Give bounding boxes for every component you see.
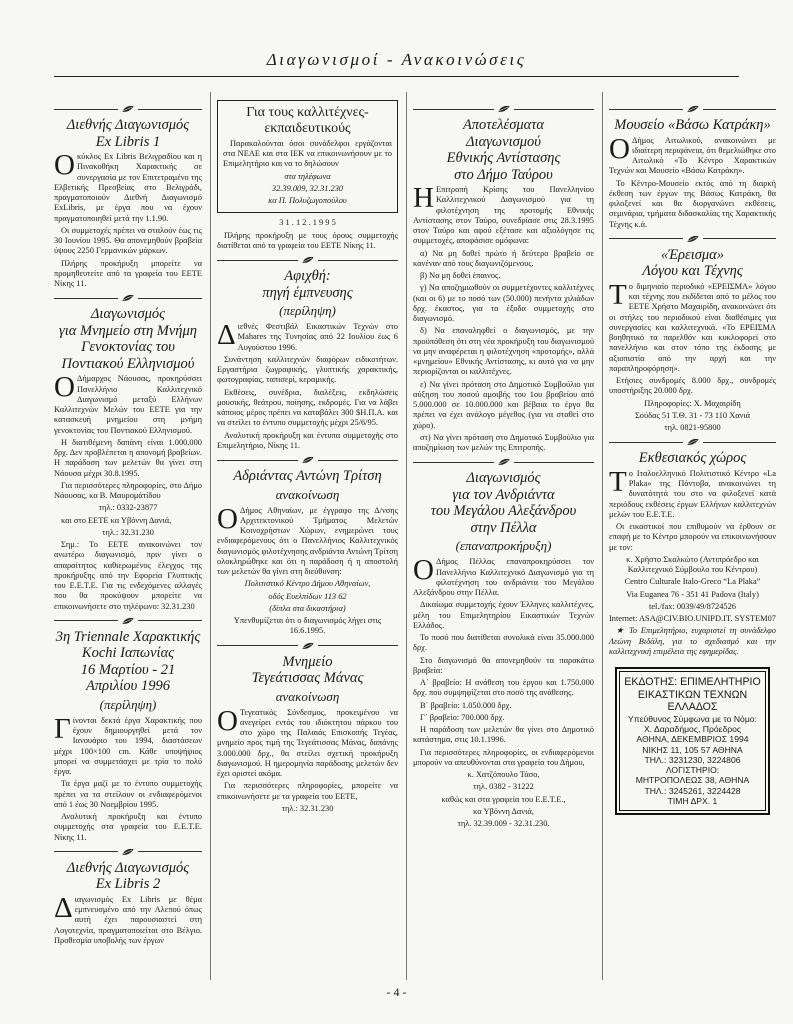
paragraph-text: κα Υβόννη Δανιά, <box>473 806 534 816</box>
paragraph <box>217 579 398 589</box>
paragraph <box>609 423 776 433</box>
paragraph <box>413 326 594 377</box>
paragraph-text: Δικαίωμα συμμετοχής έχουν Έλληνες καλλιτέχνες, μέλη του Επιμελητηρίου Εικαστικών Τεχνών Ελλάδος. <box>413 600 594 630</box>
ornament-rule <box>318 645 399 646</box>
article-title <box>217 468 398 485</box>
imprint-line: ΑΘΗΝΑ, ΔΕΚΕΜΒΡΙΟΣ 1994 <box>636 734 749 745</box>
title-line: Διεθνής Διαγωνισμός <box>66 117 190 133</box>
paragraph <box>413 600 594 631</box>
paragraph <box>413 182 594 247</box>
paragraph <box>413 380 594 431</box>
article <box>609 437 776 657</box>
article <box>217 455 398 637</box>
paragraph-text: και στο ΕΕΤΕ κα Υβόννη Δανιά, <box>61 515 172 525</box>
ornament-rule <box>609 109 683 110</box>
paragraph-text: κα Π. Πολυζωγοπούλου <box>268 196 347 206</box>
article-title <box>223 105 392 137</box>
paragraph-text: Τα έργα μαζί με το έντυπο συμμετοχής πρέπει να τα στείλουν οι ενδιαφερόμενοι από 1 έως 30 Νοεμβρίου 1995. <box>54 779 202 809</box>
column-1 <box>54 92 202 980</box>
title-line: Ex Libris 1 <box>95 133 161 150</box>
section-ornament <box>54 293 202 303</box>
drop-cap: Ο <box>413 554 434 587</box>
title-line: Λόγου και Τέχνης <box>642 263 743 280</box>
title-line: του Μεγάλου Αλεξάνδρου <box>430 503 577 520</box>
paragraph-text: Σούδας 51 Τ.Θ. 31 - 73 110 Χανιά <box>634 410 751 420</box>
paragraph <box>609 602 776 612</box>
paragraph-text: Επιτροπή Κρίσης του Πανελληνίου Καλλιτεχνικού Διαγωνισμού για τη φιλοτέχνηση της προτομής Εθνικής Αντίστασης στον Ταύρο, συνεδρίασε στις 28.3.1995 στον Ταύρο και αφού εξέτασε και αξιολόγησε τις συμμετοχές, αποφάσισε ομόφωνα: <box>413 185 594 246</box>
article <box>217 218 398 251</box>
paragraph <box>217 804 398 814</box>
paragraph <box>54 503 202 513</box>
paragraph <box>54 712 202 778</box>
paragraph-text: Δήμαρχος Νάουσας, προκηρύσσει Πανελλήνιο Καλλιτεχνικό Διαγωνισμό μεταξύ Ελλήνων Καλλιτεχνών Μελών του ΕΕΤΕ για την κατασκευή μνημείου στη μνήμη γενοκτονίας του Ποντιακού Ελληνισμού. <box>54 374 202 435</box>
imprint-line: ΜΗΤΡΟΠΟΛΕΩΣ 38, ΑΘΗΝΑ <box>635 775 750 786</box>
paragraph <box>54 371 202 436</box>
paragraph-text: Στο διαγωνισμό θα απονεμηθούν τα παρακάτω βραβεία: <box>413 655 594 675</box>
paragraph-text: Το Κέντρο-Μουσείο εκτός από τη διαρκή έκθεση των έργων της Βάσως Κατράκη, θα φιλοξενεί και θα διοργανώνει εκθέσεις, σεμινάρια, τμήματα διδασκαλίας της Χαρακτικής Τέχνης κ.ά. <box>609 178 776 229</box>
article <box>54 104 202 289</box>
imprint-line: ΕΛΛΑΔΟΣ <box>667 701 718 714</box>
paragraph <box>609 179 776 230</box>
paragraph-text: (δίπλα στα δικαστήρια) <box>269 603 346 613</box>
article-title <box>54 306 202 372</box>
drop-cap: Τ <box>609 278 627 311</box>
paragraph-text: Internet: ASA@CIV.BIO.UNIPD.IT. SYSTEM07 <box>609 614 776 624</box>
paragraph <box>413 283 594 324</box>
title-line: Διαγωνισμός <box>90 306 166 323</box>
title-line: 16 Μαρτίου - 21 Απριλίου 1996 <box>80 661 176 695</box>
article <box>217 255 398 451</box>
drop-cap: Γ <box>54 712 71 745</box>
paragraph-text: Αναλυτική προκήρυξη και έντυπα συμμετοχής στο Επιμελητήριο, Νίκης 11. <box>217 430 398 450</box>
paragraph-text: κύκλος Ex Libris Βελιγραδίου και η Πινακοθήκη Χαρακτικής σε συνεργασία με τον Επιτετραμένο της Ελβετικής Πρεσβείας στο Βελιγράδι, πραγματοποιούν Διεθνή Διαγωνισμό ExLibris, με έργα που να έχουν πραγματοποιηθεί μετά την 1.1.90. <box>54 152 202 223</box>
paragraph <box>54 481 202 502</box>
paragraph-text: Παρακαλούνται όσοι συνάδελφοι εργάζονται στα ΝΕΑΕ και στα ΙΕΚ να επικοινωνήσουν με το Επιμελητήριο και να το δηλώσουν <box>223 138 392 169</box>
leaf-icon <box>121 616 135 626</box>
article-subtitle: (επαναπροκήρυξη) <box>455 538 552 554</box>
paragraph <box>54 516 202 526</box>
article-subtitle: ανακοίνωση <box>275 688 340 704</box>
title-line: Διαγωνισμού <box>466 133 541 150</box>
drop-cap: Δ <box>217 319 236 352</box>
imprint-line: ΕΙΚΑΣΤΙΚΩΝ ΤΕΧΝΩΝ <box>637 688 748 701</box>
paragraph <box>413 249 594 270</box>
paragraph-text: Γ΄ βραβείο: 700.000 δρχ. <box>420 712 505 722</box>
imprint-line: ΛΟΓΙΣΤΗΡΙΟ: <box>665 765 720 776</box>
paragraph-text: στα τηλέφωνα <box>284 171 331 181</box>
ornament-rule <box>54 298 118 299</box>
article-title <box>413 117 594 183</box>
article-title <box>609 247 776 280</box>
paragraph-text: ε) Να γίνει πρόταση στο Δημοτικό Συμβούλιο για αύξηση του ποσού αμοιβής του 1ου βραβείου από 5.000.000 σε 10.000.000 και βέβαια το έργο θα πρέπει να έχει ανάλογο μέγεθος (για να σταθεί στο χώρο). <box>413 379 594 430</box>
paragraph <box>609 614 776 624</box>
title-line: Ποντιακού Ελληνισμού <box>61 355 195 372</box>
paragraph <box>54 149 202 224</box>
paragraph <box>609 411 776 421</box>
paragraph-text: Πληροφορίες: Χ. Μαχαιρίδη <box>644 398 741 408</box>
ornament-rule <box>54 109 118 110</box>
imprint-content <box>619 671 766 811</box>
ornament-rule <box>609 238 683 239</box>
imprint-line: ΕΚΔΟΤΗΣ: ΕΠΙΜΕΛΗΤΗΡΙΟ <box>624 676 761 689</box>
leaf-icon <box>301 255 315 265</box>
title-line: Εκθεσιακός χώρος <box>638 450 747 467</box>
section-ornament <box>609 234 776 244</box>
paragraph-text: τηλ. 0821-95800 <box>664 423 721 433</box>
ornament-rule <box>609 442 683 443</box>
paragraph-text: ιαγωνισμός Ex Libris με θέμα εμπνευσμένο από την Αλεπού όπως αυτή έχει παρουσιαστεί στη Λογοτεχνία, πραγματοποιείται στο Βέλγιο. Προθεσμία υποβολής των έργων <box>54 894 202 945</box>
leaf-icon <box>121 104 135 114</box>
paragraph-text: καθώς και στα γραφεία του Ε.Ε.Τ.Ε., <box>441 794 566 804</box>
paragraph <box>609 278 776 374</box>
paragraph-text: τηλ.: 0332-23877 <box>98 503 158 513</box>
title-line: 3η Triennale Χαρακτικής <box>55 628 201 645</box>
article <box>54 293 202 612</box>
article-title <box>217 268 398 301</box>
paragraph <box>413 807 594 817</box>
paragraph <box>54 226 202 257</box>
article-title <box>609 450 776 467</box>
paragraph-text: Συνάντηση καλλιτεχνών διαφόρων ειδικοτήτων. Εργαστήρια ζωγραφικής, γλυπτικής χαρακτικής, φωτογραφίας, ταπισερί, κεραμικής. <box>217 354 398 385</box>
columns-area <box>54 92 778 980</box>
paragraph-text: οδός Ευελπίδων 113 62 <box>268 591 347 601</box>
ornament-rule <box>138 298 202 299</box>
paragraph-text: στ) Να γίνει πρόταση στο Δημοτικό Συμβούλιο για αποζημίωση των μελών της Επιτροπής. <box>413 432 594 453</box>
article-title <box>54 860 202 893</box>
ornament-rule <box>318 260 399 261</box>
paragraph-text: ★ Το Επιμελητήριο, ευχαριστεί τη συνάδελφο Λεώνη Βιδάλη, για το σχεδιασμό και την καλλιτεχνική επιμέλεια της εφημερίδας. <box>609 626 776 656</box>
paragraph-text: 32.39.009, 32.31.230 <box>271 183 344 193</box>
paragraph-text: ιεθνές Φεστιβάλ Εικαστικών Τεχνών στο Mahares της Τυνησίας από 22 Ιουλίου έως 6 Αυγούστου 1996. <box>237 322 398 352</box>
drop-cap: Ο <box>54 149 75 182</box>
ornament-rule <box>138 109 202 110</box>
paragraph-text: κ. Χρήστο Σκαλκώτο (Αντιπρόεδρο και Καλλιτεχνικό Σύμβουλο του Κέντρου) <box>626 554 759 575</box>
imprint-line: ΝΙΚΗΣ 11, 105 57 ΑΘΗΝΑ <box>642 744 743 755</box>
paragraph <box>54 540 202 612</box>
title-line: στην Πέλλα <box>470 519 537 536</box>
paragraph <box>217 388 398 429</box>
ornament-rule <box>703 109 777 110</box>
title-line: Διαγωνισμός <box>466 470 541 487</box>
paragraph <box>54 812 202 843</box>
paragraph-text: Οι εικαστικοί που επιθυμούν να έρθουν σε επαφή με το Κέντρο μπορούν να επικοινωνήσουν με τον: <box>609 522 776 552</box>
title-line: Αδριάντας Αντώνη Τρίτση <box>233 468 382 485</box>
paragraph <box>217 355 398 386</box>
paragraph <box>413 725 594 746</box>
title-line: Γενοκτονίας του <box>81 339 175 356</box>
paragraph-text: Υπενθυμίζεται ότι ο διαγωνισμός λήγει στις 16.6.1995. <box>233 616 382 636</box>
leaf-icon <box>301 641 315 651</box>
paragraph <box>54 779 202 810</box>
drop-cap: Ο <box>54 371 75 404</box>
paragraph-text: Οι συμμετοχές πρέπει να σταλούν έως τις 30 Ιουνίου 1995. Θα απονεμηθούν βραβεία ύψους 2250 Γερμανικών μάρκων. <box>54 225 202 256</box>
publisher-imprint <box>615 667 770 815</box>
leaf-icon <box>497 457 511 467</box>
ornament-rule <box>413 462 494 463</box>
imprint-line: ΤΗΛ.: 3231230, 3224806 <box>644 754 741 765</box>
leaf-icon <box>686 104 700 114</box>
leaf-icon <box>686 437 700 447</box>
ornament-rule <box>514 462 595 463</box>
article-title <box>609 117 776 134</box>
title-line: «Έρεισμα» <box>660 246 725 263</box>
title-line: για τον Ανδριάντα <box>452 486 555 503</box>
paragraph <box>223 139 392 170</box>
paragraph-text: Ετήσιες συνδρομές 8.000 δρχ., συνδρομές υποστήριξης 20.000 δρχ. <box>609 376 776 396</box>
paragraph <box>217 502 398 578</box>
paragraph <box>609 590 776 600</box>
paragraph <box>413 795 594 805</box>
paragraph-text: τηλ. 0382 - 31222 <box>473 782 534 792</box>
paragraph-text: δ) Να επαναληφθεί ο διαγωνισμός, με την προϋπόθεση ότι στη νέα προκήρυξη του διαγωνισμού να μην αναφέρεται η φιλοτέχνηση «προτομής», αλλά «μνημείου» Εθνικής Αντίστασης, κι αυτό για να μην περιορίζονται οι καλλιτέχνες. <box>413 326 594 377</box>
article <box>413 104 594 453</box>
imprint-line: Χ. Δαραδήμος, Πρόεδρος <box>643 723 742 734</box>
title-line: στο Δήμο Ταύρου <box>454 166 553 183</box>
paragraph-text: Για περισσότερες πληροφορίες, οι ενδιαφερόμενοι μπορούν να απευθύνονται στα γραφεία του Δήμου, <box>413 747 594 767</box>
paragraph <box>413 713 594 723</box>
notice-box <box>217 100 398 213</box>
paragraph-text: ο Ιταλοελληνικό Πολιτιστικό Κέντρο «La Plaka» της Πάντοβα, ανακοινώνει τη δυνατότητά του στο να φιλοξενεί κατά περιόδους εκθέσεις έργων Ελλήνων καλλιτεχνών μελών του Ε.Ε.Τ.Ε. <box>609 468 776 519</box>
paragraph-text: Για περισσότερες πληροφορίες, στο Δήμο Νάουσας, κα Β. Μαυρομάτίδου <box>54 480 202 501</box>
paragraph-text: Α΄ βραβείο: Η ανάθεση του έργου και 1.750.000 δρχ. που συμψηφίζεται στο ποσό της ανάθεσης. <box>413 678 594 698</box>
section-ornament <box>54 104 202 114</box>
page-number: - 4 - <box>386 985 407 999</box>
paragraph <box>413 678 594 699</box>
paragraph-text: β) Να μη δοθεί έπαινος. <box>420 271 501 281</box>
paragraph <box>609 376 776 397</box>
section-ornament <box>217 641 398 651</box>
paragraph <box>413 554 594 598</box>
title-line: πηγή έμπνευσης <box>262 284 353 301</box>
paragraph-text: Πλήρης προκήρυξη μπορείτε να προμηθευτείτε από τα γραφεία του ΕΕΤΕ Νίκης 11. <box>54 258 202 289</box>
paragraph <box>217 218 398 228</box>
paragraph <box>413 271 594 281</box>
paragraph-text: τηλ.: 32.31.230 <box>281 803 334 813</box>
article <box>217 641 398 815</box>
section-ornament <box>54 847 202 857</box>
paragraph <box>217 604 398 614</box>
paragraph <box>223 172 392 182</box>
ornament-rule <box>138 620 202 621</box>
title-line: Αφιχθή: <box>284 268 331 285</box>
section-ornament <box>217 455 398 465</box>
leaf-icon <box>497 104 511 114</box>
article-subtitle: ανακοίνωση <box>275 486 340 502</box>
paragraph <box>217 704 398 780</box>
drop-cap: Η <box>413 182 434 215</box>
article-title <box>217 654 398 687</box>
title-line: Μνημείο <box>282 653 333 670</box>
ornament-rule <box>217 260 298 261</box>
paragraph-text: ο διμηνιαίο περιοδικό «ΕΡΕΙΣΜΑ» λόγου και τέχνης που εκδίδεται από το μέλος του ΕΕΤΕ Χρήστο Μαχαιρίδη, ανακοινώνει ότι οι στήλες του περιοδικού είναι διαθέσιμες για συνεργασίες και καλλιτεχνικά. «Το ΕΡΕΙΣΜΑ βοηθητικό τα παρελθόν και κυκλοφορεί στο πανελλήνιο και στον τόπο της έκδοσης με αξιοπιστία από την αρχή και την παραπληροφόρηση». <box>609 281 776 373</box>
paragraph-text: Εκθέσεις, συνέδρια, διαλέξεις, εκδηλώσεις μουσικής, θεάτρου, ποίησης, εκδρομές. Για να λάβει κάποιος μέρος πρέπει να καταβάλει 300 $Η.Π.Α. και να στείλει το έντυπο συμμετοχής μέχρι 25/6/95. <box>217 387 398 428</box>
ornament-rule <box>54 620 118 621</box>
leaf-icon <box>121 847 135 857</box>
section-ornament <box>54 616 202 626</box>
paragraph-text: Πλήρης προκήρυξη με τους όρους συμμετοχής διατίθεται από τα γραφεία του ΕΕΤΕ Νίκης 11. <box>217 230 398 250</box>
column-4 <box>602 92 776 980</box>
header-rule <box>54 76 739 77</box>
title-line: Kochi Ιαπωνίας <box>81 645 175 662</box>
drop-cap: Τ <box>609 465 627 498</box>
ornament-rule <box>514 109 595 110</box>
article-title <box>413 470 594 536</box>
title-line: Μουσείο «Βάσω Κατράκη» <box>614 117 771 133</box>
paragraph <box>609 626 776 657</box>
paragraph <box>217 592 398 602</box>
paragraph-text: Η παράδοση των μελετών θα γίνει στο Δημοτικό κατάστημα, στις 10.1.1996. <box>413 725 594 745</box>
paragraph <box>413 633 594 654</box>
column-3 <box>406 92 594 980</box>
paragraph <box>54 891 202 946</box>
ornament-rule <box>138 851 202 852</box>
paragraph-text: Πολιτιστικό Κέντρο Δήμου Αθηναίων, <box>244 579 371 589</box>
section-ornament <box>609 104 776 114</box>
title-line: Εθνικής Αντίστασης <box>446 150 561 167</box>
imprint-line: ΤΗΛ.: 3245261, 3224428 <box>644 785 741 796</box>
paragraph <box>54 528 202 538</box>
article <box>54 616 202 843</box>
paragraph-text: Δήμος Αιτωλικού, ανακοινώνει με ιδιαίτερη περιφάνεια, ότι θεμελιώθηκε στο Αιτωλικό «Το Κέντρο Χαρακτικών Τεχνών και Μουσείο «Βάσω Κατράκη». <box>609 135 776 176</box>
imprint-line: ΤΙΜΗ ΔΡΧ. 1 <box>667 796 718 807</box>
drop-cap: Ο <box>217 502 238 535</box>
article-subtitle: (περίληψη) <box>279 303 336 319</box>
title-line: για Μνημείο στη Μνήμη <box>59 322 197 339</box>
paragraph <box>413 656 594 677</box>
paragraph-text: τηλ.: 32.31.230 <box>102 527 154 537</box>
running-head: Διαγωνισμοί - Ανακοινώσεις <box>266 50 527 69</box>
ornament-rule <box>217 460 298 461</box>
ornament-rule <box>703 238 777 239</box>
drop-cap: Δ <box>54 891 73 924</box>
title-line: Ex Libris 2 <box>95 876 161 893</box>
paragraph-text: Δήμος Αθηναίων, με έγγραφο της Δ/νσης Αρχιτεκτονικού Τμήματος Μελετών Κοινοχρήστων Χώρων, ενημερώνει τους ενδιαφερόμενους ότι ο Πανελλήνιος Καλλιτεχνικός διαγωνισμός φιλοτέχνησης ανδριάντα Αντώνη Τρίτση ολοκληρώθηκε και ότι η παράδοση ή η αποστολή των μελετών θα γίνει στη διεύθυνση: <box>217 505 398 577</box>
paragraph <box>217 231 398 252</box>
paragraph <box>217 781 398 802</box>
drop-cap: Ο <box>217 704 238 737</box>
paragraph-text: Σημ.: Το ΕΕΤΕ ανακοινώνει τον ανωτέρω διαγωνισμό, πριν γίνει ο απαραίτητος καθιερωμένος έλεγχος της προκήρυξης από την Εφορεία Γλυπτικής του Ε.Ε.Τ.Ε. Για τις ενδεχόμενες αλλαγές που θα προκύψουν μπορείτε να επικοινωνήσετε στο τηλέφωνο: 32.31.230 <box>54 540 202 611</box>
ornament-rule <box>703 442 777 443</box>
article-subtitle: (περίληψη) <box>99 696 157 712</box>
column-2 <box>210 92 398 980</box>
title-line: Αποτελέσματα <box>462 117 545 133</box>
paragraph-text: Το ποσό που διατίθεται συνολικά είναι 35.000.000 δρχ. <box>413 633 594 653</box>
ornament-rule <box>54 851 118 852</box>
paragraph <box>609 399 776 409</box>
article <box>413 457 594 829</box>
paragraph-text: α) Να μη δοθεί πρώτο ή δεύτερο βραβείο σε κανέναν από τους διαγωνιζόμενους. <box>413 248 594 268</box>
title-line: Διεθνής Διαγωνισμός <box>66 859 190 876</box>
article <box>609 104 776 230</box>
paragraph <box>413 748 594 769</box>
paragraph-text: Via Euganea 76 - 351 41 Padova (Italy) <box>626 589 759 599</box>
paragraph <box>609 577 776 587</box>
article-title <box>54 629 202 695</box>
title-line: Για τους καλλιτέχνες- <box>246 105 369 120</box>
title-line: εκπαιδευτικούς <box>264 120 351 136</box>
ornament-rule <box>318 460 399 461</box>
section-ornament <box>413 104 594 114</box>
paragraph <box>217 431 398 452</box>
paragraph <box>413 819 594 829</box>
paragraph <box>54 259 202 290</box>
paragraph <box>54 438 202 479</box>
drop-cap: Ο <box>609 132 630 165</box>
leaf-icon <box>121 293 135 303</box>
section-ornament <box>413 457 594 467</box>
paragraph <box>609 522 776 553</box>
article <box>54 847 202 946</box>
paragraph-text: γ) Να αποζημιωθούν οι συμμετέχοντες καλλιτέχνες (και οι 6) με το ποσό των (50.000) πενήντα χιλιάδων δρχ. έκαστος, για τα έξοδα συμμετοχής στο διαγωνισμό. <box>413 283 594 324</box>
section-ornament <box>217 255 398 265</box>
ornament-rule <box>217 645 298 646</box>
paragraph-text: Η διατιθέμενη δαπάνη είναι 1.000.000 δρχ. Δεν προβλέπεται η απονομή βραβείων. Η παράδοση των μελετών θα γίνει στη Νάουσα μέχρι 30.8.1995. <box>54 437 202 478</box>
paragraph-text: Για περισσότερες πληροφορίες, μπορείτε να επικοινωνήσετε με τα γραφεία του ΕΕΤΕ, <box>217 781 398 801</box>
paragraph <box>413 782 594 792</box>
paragraph-text: Δήμος Πέλλας επαναπροκηρύσσει τον Πανελλήνιο Καλλιτεχνικό Διαγωνισμό για τη φιλοτέχνηση του ανδριάντα του Μεγάλου Αλεξάνδρου στην Πέλλα. <box>413 557 594 598</box>
paragraph-text: Centro Culturale Italo-Greco “La Plaka” <box>624 577 761 587</box>
paragraph-text: Τεγεατικός Σύνδεσμος, προκειμένου να ανεγείρει εντός του ιδιόκτητου πάρκου του στο χώρο της Παλαιάς Επισκοπής Τεγέας, μνημείο προς τιμή της Τεγεάτισσας Μάνας, δαπάνης 3.000.000 δρχ., θα στείλει σχετική προκήρυξη διαγωνισμού. Η ημερομηνία παράδοσης μελετών δεν έχει οριστεί ακόμα. <box>217 707 398 779</box>
paragraph <box>413 770 594 780</box>
paragraph-text: ίνονται δεκτά έργα Χαρακτικής που έχουν δημιουργηθεί μετά τον Ιανουάριο του 1994, διαστάσεων μέχρι 100×100 cm. Κάθε υποψήφιος μπορεί να συμμετάσχει με τρία το πολύ έργα. <box>54 715 202 777</box>
paragraph <box>217 616 398 637</box>
leaf-icon <box>686 234 700 244</box>
ornament-rule <box>413 109 494 110</box>
paragraph-text: Αναλυτική προκήρυξη και έντυπο συμμετοχής στα γραφεία του Ε.Ε.Τ.Ε. Νίκης 11. <box>54 812 202 842</box>
article-title <box>54 117 202 150</box>
paragraph-text: Β΄ βραβείο: 1.050.000 δρχ. <box>420 700 512 710</box>
section-ornament <box>609 437 776 447</box>
paragraph <box>609 555 776 576</box>
paragraph <box>609 132 776 177</box>
paragraph <box>217 319 398 353</box>
imprint-line: Υπεύθυνος Σύμφωνα με το Νόμο: <box>628 713 757 724</box>
article <box>609 234 776 434</box>
paragraph <box>223 184 392 194</box>
paragraph <box>413 433 594 454</box>
paragraph-text: τηλ. 32.39.009 - 32.31.230. <box>457 819 550 829</box>
paragraph <box>413 701 594 711</box>
paragraph-text: κ. Χατζόπουλο Τάσο, <box>467 770 540 780</box>
paragraph <box>223 196 392 206</box>
title-line: Τεγεάτισσας Μάνας <box>251 670 364 687</box>
paragraph-text: tel./fax: 0039/49/8724526 <box>649 601 736 611</box>
paragraph-text: 3 1 . 1 2 . 1 9 9 5 <box>279 218 336 228</box>
paragraph <box>609 465 776 520</box>
leaf-icon <box>301 455 315 465</box>
